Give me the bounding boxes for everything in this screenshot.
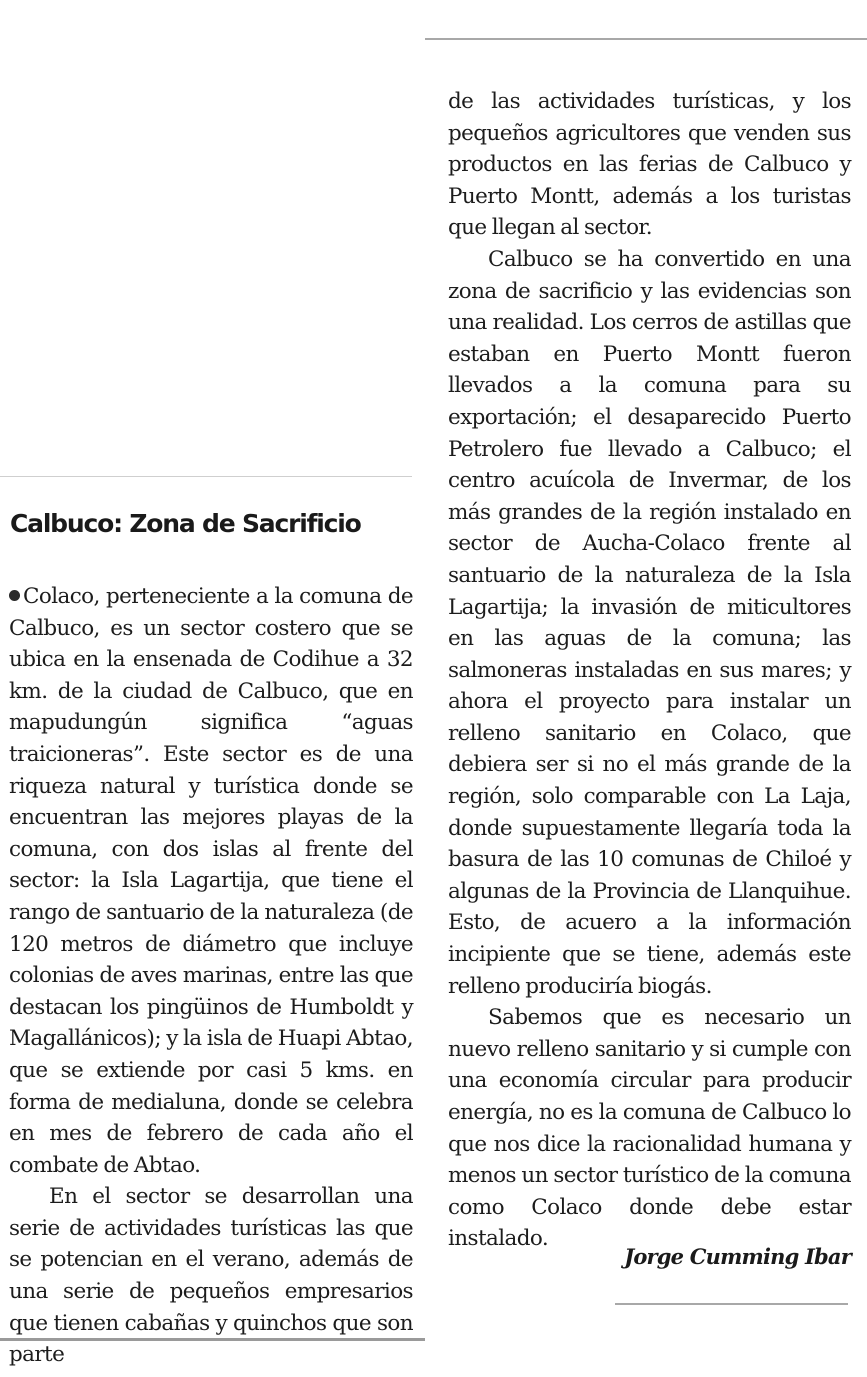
right-paragraph-1: de las actividades turísticas, y los pequeños agricultores que venden sus productos en las ferias de Calbuco y Puerto Montt, además a los turistas que llegan al sector. <box>448 89 851 241</box>
right-text-column <box>448 86 851 1255</box>
author-divider-rule <box>615 1303 848 1305</box>
article-headline: Calbuco: Zona de Sacrificio <box>10 509 361 538</box>
article-author: Jorge Cumming Ibar <box>624 1244 851 1269</box>
bottom-divider-rule <box>0 1338 425 1341</box>
right-paragraph-2: Calbuco se ha convertido en una zona de sacrificio y las evidencias son una realidad. Los cerros de astillas que estaban en Puerto Montt fueron llevados a la comuna para su exportación; el desaparecido Puerto Petrolero fue llevado a Calbuco; el centro acuícola de Invermar, de los más grandes de la región instalado en sector de Aucha-Colaco frente al santuario de la naturaleza de la Isla Lagartija; la invasión de miticultores en las aguas de la comuna; las salmoneras instaladas en sus mares; y ahora el proyecto para instalar un relleno sanitario en Colaco, que debiera ser si no el más grande de la región, solo comparable con La Laja, donde supuestamente llegaría toda la basura de las 10 comunas de Chiloé y algunas de la Provincia de Llanquihue. Esto, de acuero a la información incipiente que se tiene, además este relleno produciría biogás. <box>448 246 851 999</box>
left-paragraph-1 <box>9 581 413 1181</box>
left-text-column <box>9 581 413 1371</box>
section-divider-rule <box>0 476 412 477</box>
bullet-icon <box>9 590 20 601</box>
left-paragraph-2: En el sector se desarrollan una serie de actividades turísticas las que se potencian en el verano, además de una serie de pequeños empresarios que tienen cabañas y quinchos que son parte <box>9 1184 413 1368</box>
left-paragraph-1-text: Colaco, perteneciente a la comuna de Calbuco, es un sector costero que se ubica en la ensenada de Codihue a 32 km. de la ciudad de Calbuco, que en mapudungún significa “aguas traicioneras”. Este sector es de una riqueza natural y turística donde se encuentran las mejores playas de la comuna, con dos islas al frente del sector: la Isla Lagartija, que tiene el rango de santuario de la naturaleza (de 120 metros de diámetro que incluye colonias de aves marinas, entre las que destacan los pingüinos de Humboldt y Magallánicos); y la isla de Huapi Abtao, que se extiende por casi 5 kms. en forma de medialuna, donde se celebra en mes de febrero de cada año el combate de Abtao. <box>9 584 413 1178</box>
top-divider-rule <box>425 38 867 40</box>
right-paragraph-3: Sabemos que es necesario un nuevo relleno sanitario y si cumple con una economía circular para producir energía, no es la comuna de Calbuco lo que nos dice la racionalidad humana y menos un sector turístico de la comuna como Colaco donde debe estar instalado. <box>448 1005 851 1252</box>
